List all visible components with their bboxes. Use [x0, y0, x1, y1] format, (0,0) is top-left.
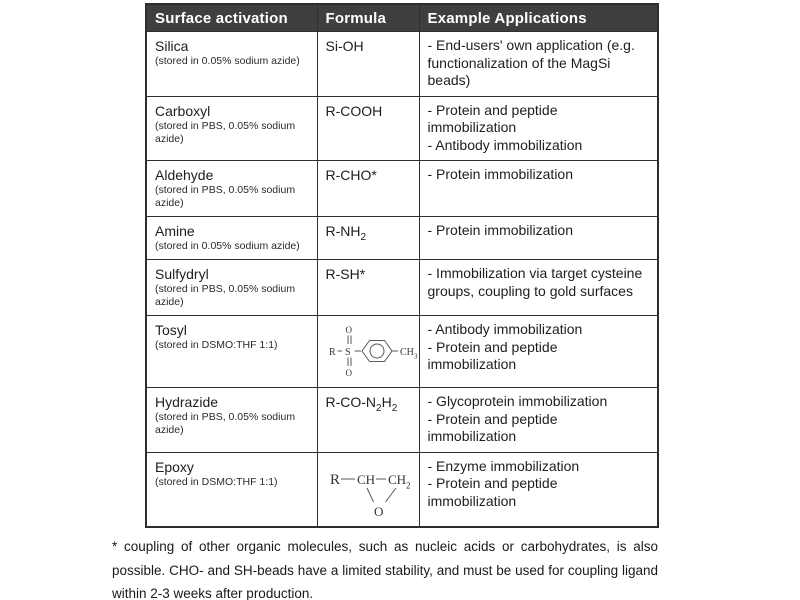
formula-content	[326, 321, 417, 381]
applications-content	[428, 265, 650, 300]
surface-cell	[146, 32, 317, 97]
formula-cell	[317, 217, 419, 260]
applications-cell	[419, 316, 658, 388]
table-row	[146, 32, 658, 97]
header-formula: Formula	[317, 4, 419, 32]
tosyl-label-ch: CH	[399, 347, 414, 358]
table-header-row	[146, 4, 658, 32]
application-item: - Enzyme immobilization	[427, 457, 580, 474]
application-item: - Protein and peptide immobilization	[427, 410, 558, 444]
applications-cell	[419, 452, 658, 527]
formula-cell	[317, 96, 419, 161]
application-item: - Glycoprotein immobilization	[427, 393, 608, 409]
storage-note: (stored in PBS, 0.05% sodium azide)	[155, 119, 296, 145]
table-row	[146, 161, 658, 217]
table-row	[146, 217, 658, 260]
formula-cell	[317, 260, 419, 316]
application-item: - Protein and peptide immobilization	[427, 338, 558, 372]
storage-note: (stored in DSMO:THF 1:1)	[155, 475, 278, 488]
table-body	[146, 32, 658, 527]
formula-content	[326, 166, 411, 184]
application-item: - Protein immobilization	[427, 166, 573, 182]
formula-content	[326, 458, 411, 520]
applications-content	[428, 222, 650, 240]
formula-subscript: 2	[376, 402, 382, 414]
surface-name: Sulfydryl	[155, 266, 209, 282]
formula-cell	[317, 316, 419, 388]
application-item: - Antibody immobilization	[427, 136, 583, 153]
formula-content	[326, 393, 411, 418]
storage-note: (stored in PBS, 0.05% sodium azide)	[155, 184, 296, 209]
surface-cell	[146, 388, 317, 453]
applications-content	[428, 393, 650, 446]
storage-note: (stored in 0.05% sodium azide)	[155, 240, 300, 252]
application-item: - Protein immobilization	[427, 222, 573, 238]
surface-name: Epoxy	[155, 458, 194, 475]
table-row	[146, 96, 658, 161]
footnote: * coupling of other organic molecules, such as nucleic acids or carbohydrates, is also possible. CHO- and SH-beads have a limited stability, and must be used for coupling ligand within 2-3 weeks after production.	[112, 539, 658, 600]
formula-cell	[317, 452, 419, 527]
surface-name: Carboxyl	[155, 102, 211, 119]
tosyl-label-ch-sub: 3	[413, 352, 417, 361]
applications-content	[428, 321, 650, 374]
applications-cell	[419, 161, 658, 217]
surface-name: Aldehyde	[155, 167, 214, 183]
applications-content	[428, 166, 650, 184]
epoxy-label-ch1: CH	[356, 471, 375, 487]
epoxy-structure	[326, 458, 424, 520]
formula-text: R-COOH	[325, 102, 383, 119]
formula-text: H	[381, 394, 392, 410]
formula-text: Si-OH	[325, 38, 364, 54]
formula-subscript: 2	[391, 402, 398, 414]
epoxy-label-o: O	[373, 503, 383, 519]
formula-text: R-CHO*	[325, 167, 377, 183]
surface-cell	[146, 452, 317, 527]
header-example-applications: Example Applications	[419, 4, 658, 32]
storage-note: (stored in PBS, 0.05% sodium azide)	[155, 283, 296, 308]
surface-cell	[146, 316, 317, 388]
epoxy-label-ch2-sub: 2	[405, 480, 410, 490]
storage-note: (stored in 0.05% sodium azide)	[155, 55, 300, 67]
storage-note: (stored in PBS, 0.05% sodium azide)	[155, 411, 296, 436]
surface-cell	[146, 161, 317, 217]
formula-text: R-NH	[325, 223, 361, 239]
table-row	[146, 316, 658, 388]
surface-name: Hydrazide	[155, 394, 219, 410]
formula-cell	[317, 388, 419, 453]
tosyl-label-o-top: O	[345, 325, 352, 335]
benzene-ring-circle-icon	[370, 344, 384, 358]
surface-activation-table	[145, 3, 659, 528]
table-row	[146, 388, 658, 453]
formula-cell	[317, 32, 419, 97]
tosyl-label-o-bottom: O	[345, 368, 352, 378]
application-item: - Antibody immobilization	[427, 321, 583, 337]
tosyl-structure	[326, 321, 424, 381]
application-item: - Immobilization via target cysteine groups, coupling to gold surfaces	[427, 265, 643, 299]
formula-content	[326, 102, 411, 120]
application-item: - Protein and peptide immobilization	[427, 101, 558, 135]
surface-cell	[146, 217, 317, 260]
surface-name: Tosyl	[155, 322, 187, 338]
applications-content	[428, 102, 650, 155]
table-row	[146, 260, 658, 316]
applications-cell	[419, 96, 658, 161]
applications-cell	[419, 217, 658, 260]
applications-cell	[419, 260, 658, 316]
application-item: - End-users' own application (e.g. functionalization of the MagSi beads)	[427, 37, 635, 88]
tosyl-label-r: R	[328, 347, 336, 358]
formula-content	[326, 265, 411, 283]
table-row	[146, 452, 658, 527]
applications-cell	[419, 32, 658, 97]
surface-cell	[146, 96, 317, 161]
applications-cell	[419, 388, 658, 453]
header-surface-activation: Surface activation	[146, 4, 317, 32]
applications-content	[428, 37, 650, 90]
formula-subscript: 2	[360, 231, 367, 243]
formula-text: R-SH*	[325, 266, 366, 282]
application-item: - Protein and peptide immobilization	[427, 475, 558, 509]
surface-cell	[146, 260, 317, 316]
surface-name: Amine	[155, 223, 195, 239]
formula-text: R-CO-N	[325, 394, 377, 410]
epoxy-label-r: R	[329, 471, 340, 488]
storage-note: (stored in DSMO:THF 1:1)	[155, 339, 278, 351]
surface-name: Silica	[155, 38, 189, 54]
formula-content	[326, 37, 411, 55]
applications-content	[428, 458, 650, 511]
formula-cell	[317, 161, 419, 217]
epoxy-label-ch2: CH	[387, 471, 406, 487]
tosyl-label-s: S	[344, 347, 351, 358]
formula-content	[326, 222, 411, 247]
